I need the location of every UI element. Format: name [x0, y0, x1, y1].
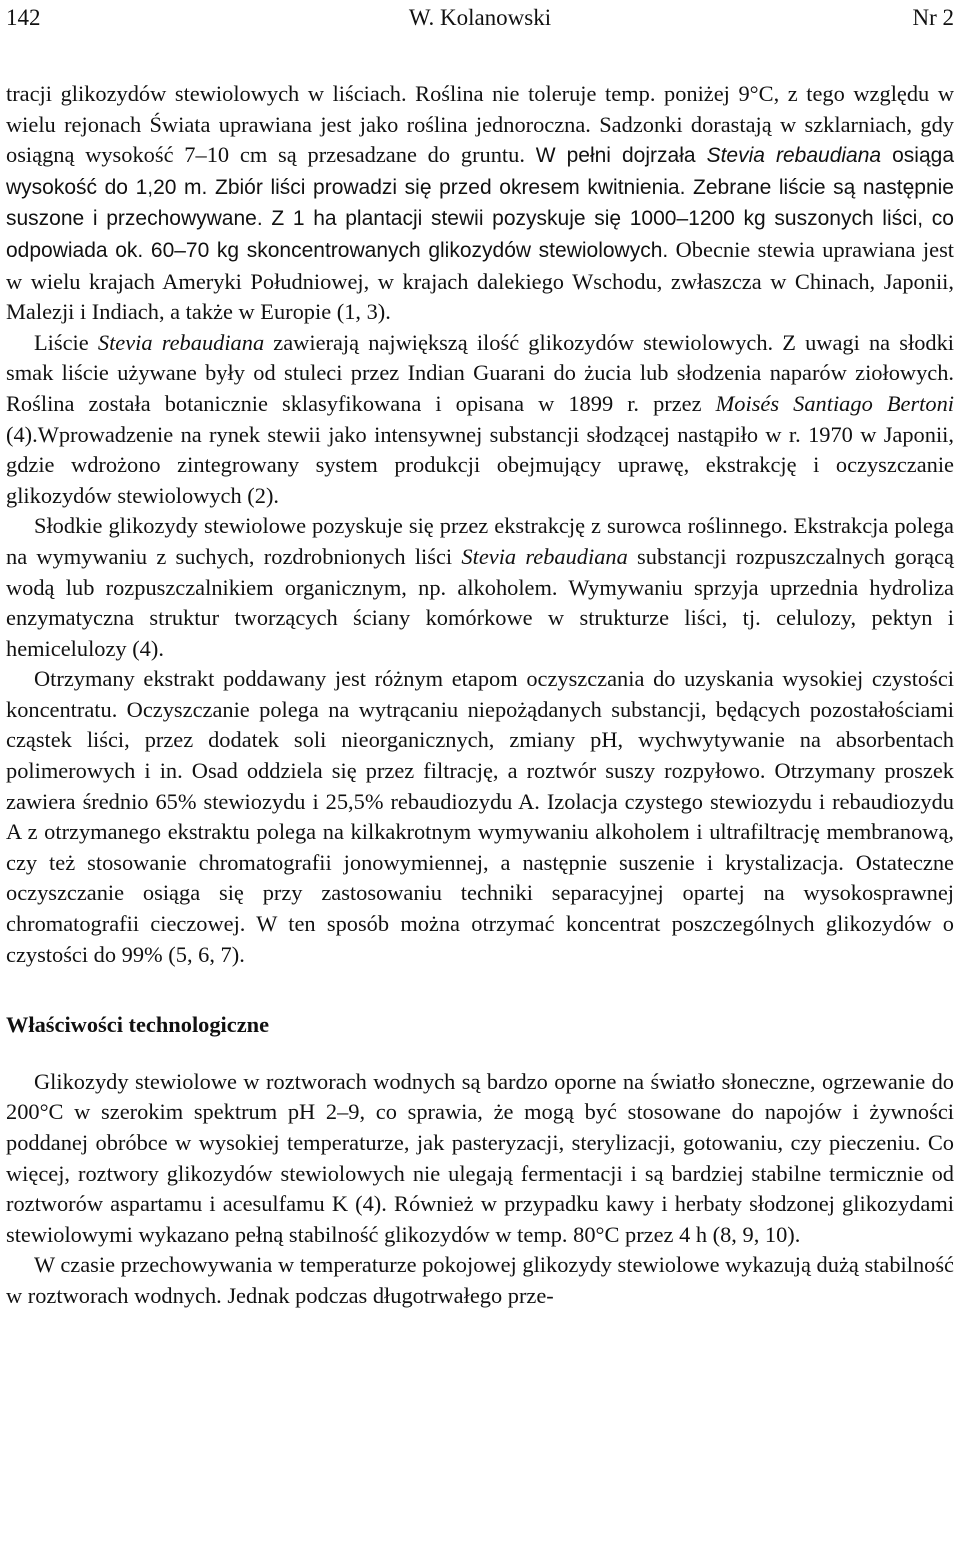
- text-run: substancji rozpuszczalnych gorącą wodą lub rozpuszczalnikiem organicznym, np. alkoholem. Wymywaniu sprzyja uprzednia hydroliza enzymatyczna struktur tworzących ściany komórkowe w strukturze liści, tj. celulozy, pektyn i hemicelulozy (4).: [6, 543, 954, 661]
- text-run: W pełni dojrzała: [535, 144, 707, 168]
- text-run: zawierają największą ilość glikozydów stewiolowych. Z uwagi na słodki smak liście używane były od stuleci przez Indian Guarani do żucia lub słodzenia naparów ziołowych. Roślina została botanicznie sklasyfikowana i opisana w 1899 r. przez: [6, 329, 955, 416]
- running-header: [6, 2, 954, 34]
- text-run: Obecnie stewia uprawiana jest w wielu krajach Ameryki Południowej, w krajach dalekiego Wschodu, zwłaszcza w Chinach, Japonii, Malezji i Indiach, a także w Europie (1, 3).: [6, 236, 954, 325]
- paragraph-technological-properties: Glikozydy stewiolowe w roztworach wodnych są bardzo oporne na światło słoneczne, ogrzewanie do 200°C w szerokim spektrum pH 2–9, co sprawia, że mogą być stosowane do napojów i żywności poddanej obróbce w wysokiej temperaturze, jak pasteryzacji, sterylizacji, gotowaniu, czy pieczeniu. Co więcej, roztwory glikozydów stewiolowych nie ulegają fermentacji i są bardziej stabilne termicznie od roztworów aspartamu i acesulfamu K (4). Również w przypadku kawy i herbaty słodzonej glikozydami stewiolowymi wykazano pełną stabilność glikozydów w temp. 80°C przez 4 h (8, 9, 10).: [6, 1068, 954, 1247]
- paragraph-extraction: [6, 511, 954, 664]
- page-number: 142: [6, 5, 41, 30]
- text-run: Liście: [34, 329, 98, 355]
- text-run: osiąga wysokość do 1,20 m. Zbiór liści prowadzi się przed okresem kwitnienia. Zebrane liście są następnie suszone i przechowywane. Z 1 ha plantacji stewii pozyskuje się 1000–1200 kg suszonych liści, co odpowiada ok. 60–70 kg skoncentrowanych glikozydów stewiolowych.: [6, 144, 954, 262]
- person-name: Moisés Santiago Bertoni: [715, 390, 954, 416]
- text-run: Słodkie glikozydy stewiolowe pozyskuje się przez ekstrakcję z surowca roślinnego. Ekstrakcja polega na wymywaniu z suchych, rozdrobnionych liści: [6, 513, 954, 569]
- article-body: [6, 79, 954, 1312]
- issue-number: Nr 2: [912, 5, 954, 30]
- paragraph-cultivation: [6, 79, 954, 328]
- paragraph-purification: Otrzymany ekstrakt poddawany jest różnym etapom oczyszczania do uzyskania wysokiej czystości koncentratu. Oczyszczanie polega na wytrącaniu niepożądanych substancji, będących pozostałościami cząstek liści, przez dodatek soli nieorganicznych, zmiany pH, wychwytywanie na absorbentach polimerowych i in. Osad oddziela się przez filtrację, a roztwór suszy rozpyłowo. Otrzymany proszek zawiera średnio 65% stewiozydu i 25,5% rebaudiozydu A. Izolacja czystego stewiozydu i rebaudiozydu A z otrzymanego ekstraktu polega na kilkakrotnym wymywaniu alkoholem i ultrafiltrację membranową, czy też stosowanie chromatografii jonowymiennej, a następnie suszenie i krystalizacja. Ostateczne oczyszczanie osiąga się przy zastosowaniu techniki separacyjnej opartej na wysokosprawnej chromatografii cieczowej. W ten sposób można otrzymać koncentrat poszczególnych glikozydów o czystości do 99% (5, 6, 7).: [6, 666, 954, 967]
- text-run: tracji glikozydów stewiolowych w liściach. Roślina nie toleruje temp. poniżej 9°C, z tego względu w wielu rejonach Świata uprawiana jest jako roślina jednoroczna. Sadzonki dorastają w szklarniach, gdy osiągną wysokość 7–10 cm są przesadzane do gruntu.: [6, 81, 954, 168]
- text-run: (4).Wprowadzenie na rynek stewii jako intensywnej substancji słodzącej nastąpiło w r. 1970 w Japonii, gdzie wdrożono zintegrowany system produkcji obejmujący uprawę, ekstrakcję i oczyszczanie glikozydów stewiolowych (2).: [6, 421, 954, 508]
- species-name: Stevia rebaudiana: [97, 329, 265, 355]
- running-author: W. Kolanowski: [408, 5, 552, 30]
- species-name: Stevia rebaudiana: [461, 543, 628, 569]
- species-name: Stevia rebaudiana: [706, 144, 882, 168]
- paragraph-storage: W czasie przechowywania w temperaturze pokojowej glikozydy stewiolowe wykazują dużą stabilność w roztworach wodnych. Jednak podczas długotrwałego prze-: [6, 1252, 954, 1308]
- section-heading: Właściwości technologiczne: [6, 1012, 270, 1038]
- paragraph-history: [6, 328, 954, 512]
